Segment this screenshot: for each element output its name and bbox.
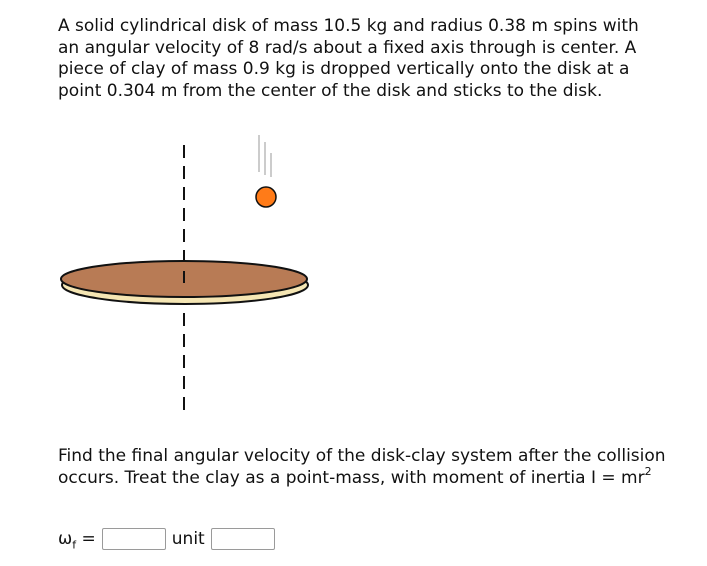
- answer-row: [58, 527, 275, 551]
- unit-input[interactable]: [211, 528, 275, 550]
- omega-subscript: f: [72, 538, 77, 552]
- disk-top: [61, 261, 307, 297]
- omega-symbol: ω: [58, 529, 73, 549]
- omega-value-input[interactable]: [102, 528, 166, 550]
- disk-side: [62, 266, 308, 304]
- question-body: Find the final angular velocity of the disk-clay system after the collision occurs. Treat the clay as a point-mass, with moment of inertia I = mr: [58, 446, 666, 488]
- unit-label: unit: [171, 529, 205, 549]
- problem-statement: A solid cylindrical disk of mass 10.5 kg and radius 0.38 m spins with an angular velocity of 8 rad/s about a fixed axis through is center. A piece of clay of mass 0.9 kg is dropped vertically onto the disk at a point 0.304 m from the center of the disk and sticks to the disk.: [58, 16, 639, 101]
- equals-sign: =: [76, 529, 96, 549]
- question-text: [58, 446, 678, 489]
- question-exponent: 2: [644, 464, 652, 478]
- clay-ball: [256, 187, 276, 207]
- motion-lines: [259, 135, 271, 177]
- omega-final-label: [58, 529, 96, 552]
